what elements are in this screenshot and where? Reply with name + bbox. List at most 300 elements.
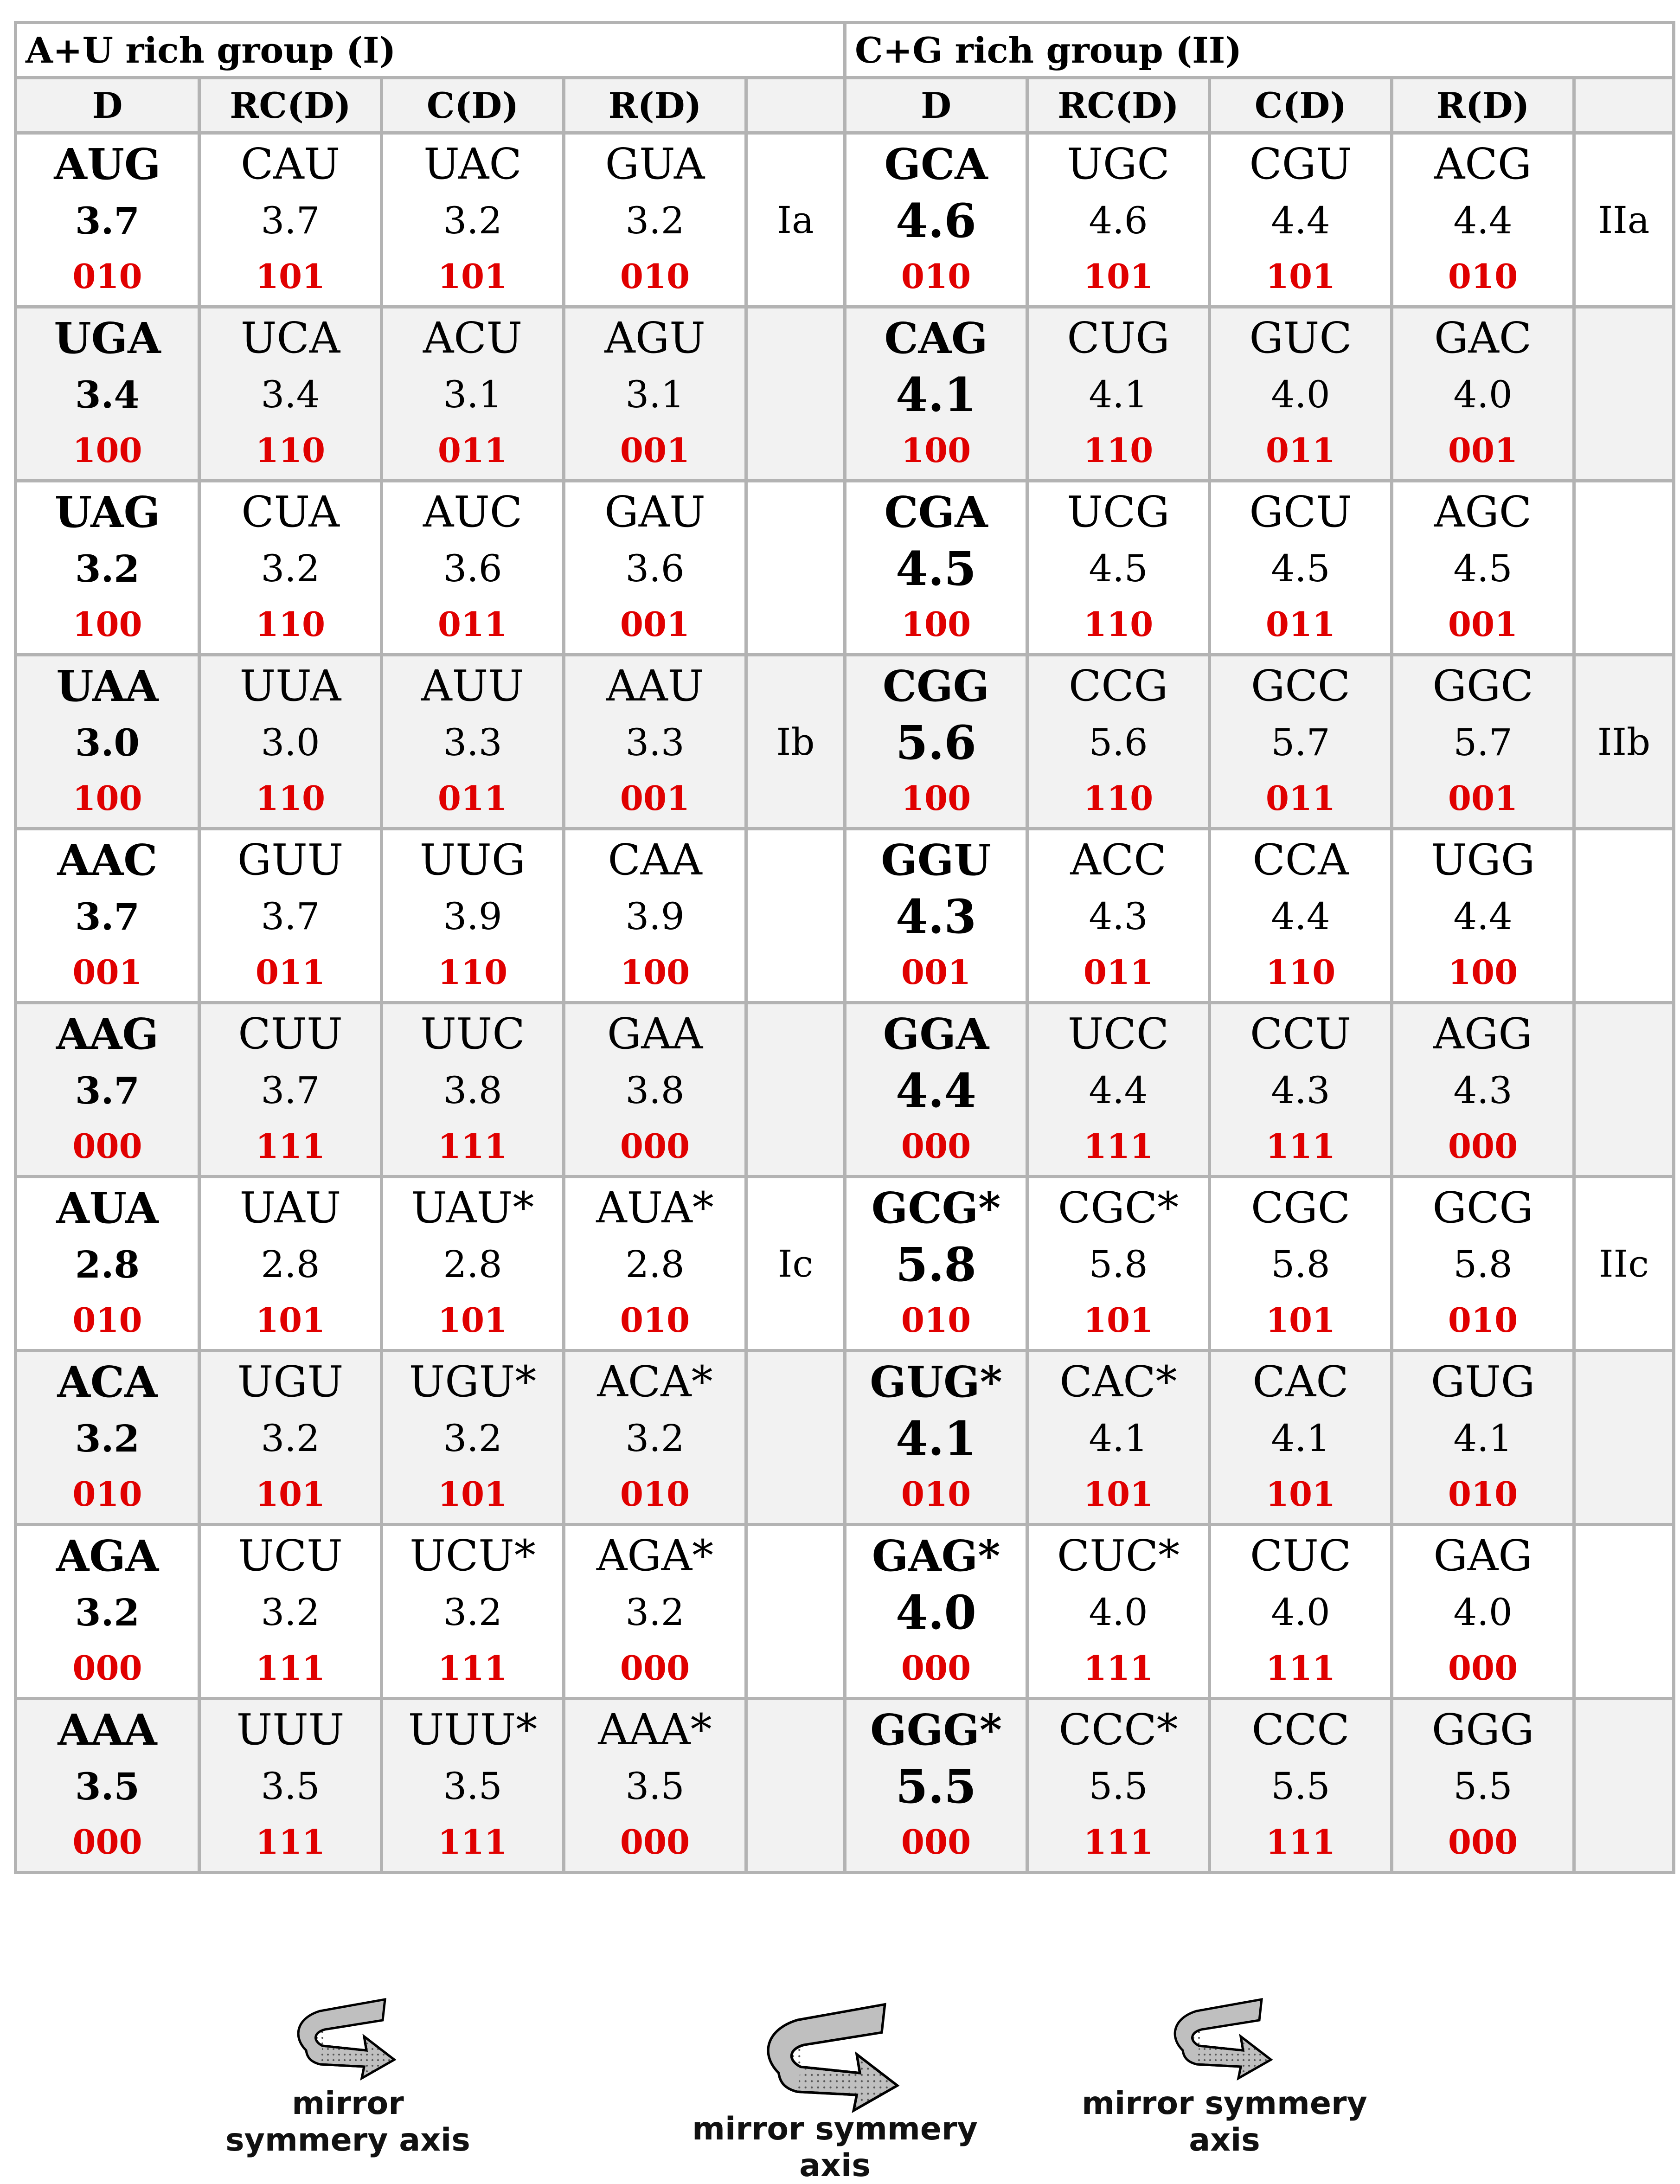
table-row bbox=[16, 1525, 1674, 1699]
binary-code: 010 bbox=[1448, 1474, 1518, 1514]
value: 3.5 bbox=[443, 1765, 502, 1808]
codon: GUC bbox=[1249, 313, 1352, 363]
codon-cell-right-r bbox=[1392, 133, 1574, 307]
binary-code: 111 bbox=[1265, 1126, 1336, 1166]
codon: CUC bbox=[1250, 1531, 1352, 1580]
codon: GGA bbox=[883, 1009, 989, 1059]
binary-code: 000 bbox=[901, 1648, 971, 1688]
codon-cell-right-rc bbox=[1027, 655, 1210, 829]
codon: ACG bbox=[1434, 139, 1532, 189]
codon: ACC bbox=[1070, 835, 1167, 885]
binary-code: 100 bbox=[901, 430, 971, 470]
codon: AAC bbox=[57, 835, 158, 885]
codon: GUA bbox=[605, 139, 705, 189]
binary-code: 111 bbox=[437, 1126, 508, 1166]
codon: CCU bbox=[1250, 1009, 1352, 1059]
codon-cell-left-d bbox=[16, 133, 199, 307]
codon-cell-right-c bbox=[1210, 829, 1392, 1003]
codon-cell-left-c bbox=[382, 1177, 564, 1351]
codon: AUG bbox=[54, 139, 161, 189]
group-header-row bbox=[16, 23, 1674, 78]
codon-cell-right-r bbox=[1392, 1351, 1574, 1525]
codon-cell-right-r bbox=[1392, 1699, 1574, 1873]
codon-cell-left-rc bbox=[199, 1003, 382, 1177]
subgroup-label-right: IIb bbox=[1574, 655, 1674, 829]
codon-cell-right-c bbox=[1210, 133, 1392, 307]
table-row bbox=[16, 481, 1674, 655]
codon: ACA* bbox=[597, 1357, 713, 1407]
subgroup-label-left bbox=[746, 1003, 845, 1177]
codon: GCU bbox=[1249, 487, 1352, 537]
codon: AAA bbox=[58, 1705, 157, 1755]
column-header-row bbox=[16, 78, 1674, 133]
codon: UGA bbox=[54, 313, 161, 363]
codon: GCC bbox=[1250, 661, 1351, 711]
codon-cell-left-d bbox=[16, 1003, 199, 1177]
value: 4.4 bbox=[1089, 1069, 1148, 1112]
table-row bbox=[16, 307, 1674, 481]
codon: AGG bbox=[1433, 1009, 1533, 1059]
codon: GAU bbox=[604, 487, 705, 537]
codon-cell-right-d bbox=[845, 307, 1027, 481]
subgroup-label-right bbox=[1574, 1003, 1674, 1177]
value: 3.6 bbox=[443, 547, 502, 590]
value: 2.8 bbox=[625, 1243, 685, 1286]
value: 5.8 bbox=[1271, 1243, 1330, 1286]
codon-cell-left-rc bbox=[199, 655, 382, 829]
binary-code: 111 bbox=[1083, 1648, 1154, 1688]
mirror-axis-1 bbox=[218, 1981, 478, 2158]
binary-code: 011 bbox=[437, 778, 508, 818]
codon-cell-right-c bbox=[1210, 1699, 1392, 1873]
col-header-d-right: D bbox=[845, 78, 1027, 133]
codon: AGC bbox=[1434, 487, 1532, 537]
codon-cell-left-r bbox=[564, 1003, 746, 1177]
codon: CGG bbox=[882, 661, 990, 711]
codon-cell-right-c bbox=[1210, 1351, 1392, 1525]
value: 2.8 bbox=[443, 1243, 502, 1286]
value: 5.5 bbox=[1271, 1765, 1330, 1808]
codon-cell-right-c bbox=[1210, 655, 1392, 829]
codon: CGC bbox=[1250, 1183, 1351, 1233]
codon: UUG bbox=[419, 835, 526, 885]
value: 4.3 bbox=[1089, 895, 1148, 938]
codon: CCC bbox=[1251, 1705, 1350, 1754]
value: 4.6 bbox=[1089, 199, 1148, 242]
codon-cell-right-rc bbox=[1027, 133, 1210, 307]
codon-cell-left-r bbox=[564, 1351, 746, 1525]
codon-cell-left-c bbox=[382, 1351, 564, 1525]
binary-code: 011 bbox=[437, 604, 508, 644]
value: 3.7 bbox=[261, 1069, 320, 1112]
codon-cell-right-rc bbox=[1027, 1177, 1210, 1351]
codon-cell-left-d bbox=[16, 307, 199, 481]
codon: CAC bbox=[1252, 1357, 1349, 1407]
value: 4.4 bbox=[1453, 895, 1513, 938]
codon-cell-left-c bbox=[382, 829, 564, 1003]
value: 3.9 bbox=[625, 895, 685, 938]
binary-code: 010 bbox=[620, 257, 690, 296]
codon-cell-left-d bbox=[16, 1177, 199, 1351]
codon-cell-left-rc bbox=[199, 1525, 382, 1699]
binary-code: 101 bbox=[1265, 1300, 1336, 1340]
subgroup-label-left: Ia bbox=[746, 133, 845, 307]
binary-code: 110 bbox=[255, 778, 326, 818]
binary-code: 101 bbox=[437, 1300, 508, 1340]
binary-code: 000 bbox=[1448, 1126, 1518, 1166]
codon-cell-right-d bbox=[845, 133, 1027, 307]
value: 3.1 bbox=[625, 373, 685, 416]
value: 3.0 bbox=[261, 721, 320, 764]
value: 4.1 bbox=[896, 1411, 977, 1466]
value: 4.1 bbox=[1089, 1417, 1148, 1460]
codon-cell-left-rc bbox=[199, 481, 382, 655]
codon-cell-left-d bbox=[16, 1351, 199, 1525]
codon: UCG bbox=[1067, 487, 1170, 537]
codon: AAU bbox=[606, 661, 704, 711]
subgroup-label-right bbox=[1574, 1699, 1674, 1873]
codon-cell-right-rc bbox=[1027, 829, 1210, 1003]
value: 3.2 bbox=[75, 1591, 140, 1634]
binary-code: 000 bbox=[620, 1648, 690, 1688]
binary-code: 010 bbox=[620, 1300, 690, 1340]
value: 4.3 bbox=[1271, 1069, 1330, 1112]
binary-code: 100 bbox=[72, 430, 142, 470]
codon: CAU bbox=[240, 139, 340, 189]
codon: UAC bbox=[423, 139, 522, 189]
value: 4.4 bbox=[896, 1063, 977, 1118]
value: 3.2 bbox=[75, 1417, 140, 1460]
subgroup-label-right bbox=[1574, 829, 1674, 1003]
subgroup-label-left: Ic bbox=[746, 1177, 845, 1351]
codon-cell-left-d bbox=[16, 829, 199, 1003]
codon: AGA bbox=[56, 1531, 159, 1581]
binary-code: 010 bbox=[620, 1474, 690, 1514]
codon-cell-right-d bbox=[845, 1525, 1027, 1699]
binary-code: 010 bbox=[901, 1474, 971, 1514]
codon-cell-left-c bbox=[382, 655, 564, 829]
codon: GGC bbox=[1432, 661, 1533, 711]
value: 3.4 bbox=[75, 373, 140, 417]
codon: UAU bbox=[239, 1183, 341, 1233]
codon-cell-right-rc bbox=[1027, 1699, 1210, 1873]
binary-code: 100 bbox=[901, 778, 971, 818]
binary-code: 100 bbox=[1448, 952, 1518, 992]
value: 3.5 bbox=[75, 1765, 140, 1808]
value: 4.4 bbox=[1453, 199, 1513, 242]
codon-cell-right-r bbox=[1392, 1525, 1574, 1699]
binary-code: 010 bbox=[72, 1300, 142, 1340]
value: 4.5 bbox=[1089, 547, 1148, 590]
codon: UCA bbox=[240, 313, 340, 363]
binary-code: 110 bbox=[255, 430, 326, 470]
codon: AUA bbox=[56, 1183, 159, 1233]
value: 3.7 bbox=[261, 199, 320, 242]
value: 5.7 bbox=[1271, 721, 1330, 764]
binary-code: 111 bbox=[1265, 1822, 1336, 1862]
value: 3.5 bbox=[261, 1765, 320, 1808]
binary-code: 011 bbox=[1265, 778, 1336, 818]
codon-cell-right-c bbox=[1210, 1525, 1392, 1699]
codon-cell-right-r bbox=[1392, 655, 1574, 829]
col-header-c-left: C(D) bbox=[382, 78, 564, 133]
subgroup-label-right bbox=[1574, 1525, 1674, 1699]
table-row bbox=[16, 1003, 1674, 1177]
value: 3.2 bbox=[625, 1417, 685, 1460]
value: 5.5 bbox=[896, 1759, 977, 1814]
codon: CCC* bbox=[1058, 1705, 1178, 1754]
binary-code: 111 bbox=[1083, 1126, 1154, 1166]
table-row bbox=[16, 1351, 1674, 1525]
value: 4.5 bbox=[1271, 547, 1330, 590]
value: 3.3 bbox=[443, 721, 502, 764]
codon-cell-right-rc bbox=[1027, 1525, 1210, 1699]
binary-code: 001 bbox=[1448, 778, 1518, 818]
value: 4.0 bbox=[1453, 1591, 1513, 1634]
value: 4.3 bbox=[1453, 1069, 1513, 1112]
col-header-label-right bbox=[1574, 78, 1674, 133]
mirror-axis-label-1: mirror symmery axis bbox=[225, 2085, 470, 2158]
codon: UAA bbox=[56, 661, 159, 711]
codon-cell-left-r bbox=[564, 1525, 746, 1699]
codon: CUG bbox=[1067, 313, 1170, 363]
binary-code: 001 bbox=[72, 952, 142, 992]
codon-cell-right-d bbox=[845, 655, 1027, 829]
binary-code: 100 bbox=[72, 778, 142, 818]
binary-code: 111 bbox=[437, 1822, 508, 1862]
value: 5.6 bbox=[1089, 721, 1148, 764]
value: 3.4 bbox=[261, 373, 320, 416]
subgroup-label-left bbox=[746, 829, 845, 1003]
value: 4.4 bbox=[1271, 895, 1330, 938]
binary-code: 101 bbox=[1265, 1474, 1336, 1514]
codon-cell-left-d bbox=[16, 481, 199, 655]
binary-code: 001 bbox=[620, 778, 690, 818]
subgroup-label-left bbox=[746, 1525, 845, 1699]
subgroup-label-right: IIc bbox=[1574, 1177, 1674, 1351]
binary-code: 001 bbox=[1448, 430, 1518, 470]
codon: UGC bbox=[1067, 139, 1170, 189]
value: 4.1 bbox=[1453, 1417, 1513, 1460]
codon-cell-right-c bbox=[1210, 1003, 1392, 1177]
value: 3.2 bbox=[443, 1417, 502, 1460]
binary-code: 101 bbox=[437, 257, 508, 296]
value: 2.8 bbox=[75, 1243, 140, 1286]
codon-cell-right-d bbox=[845, 1003, 1027, 1177]
codon: CAG bbox=[884, 313, 988, 363]
table-body bbox=[16, 133, 1674, 1873]
value: 5.8 bbox=[896, 1237, 977, 1292]
binary-code: 011 bbox=[1083, 952, 1154, 992]
codon: CUU bbox=[238, 1009, 343, 1059]
binary-code: 101 bbox=[1265, 257, 1336, 296]
col-header-r-right: R(D) bbox=[1392, 78, 1574, 133]
value: 3.2 bbox=[443, 1591, 502, 1634]
value: 4.0 bbox=[1271, 1591, 1330, 1634]
curved-arrow-icon bbox=[754, 1978, 916, 2118]
binary-code: 000 bbox=[72, 1822, 142, 1862]
codon-cell-right-c bbox=[1210, 1177, 1392, 1351]
codon-cell-left-d bbox=[16, 1699, 199, 1873]
binary-code: 010 bbox=[901, 1300, 971, 1340]
codon: GCG* bbox=[871, 1183, 1001, 1233]
subgroup-label-right bbox=[1574, 307, 1674, 481]
codon-cell-left-rc bbox=[199, 133, 382, 307]
col-header-r-left: R(D) bbox=[564, 78, 746, 133]
codon: CGC* bbox=[1058, 1183, 1179, 1233]
value: 3.7 bbox=[75, 199, 140, 243]
curved-arrow-icon bbox=[1164, 1981, 1285, 2083]
codon: AUA* bbox=[596, 1183, 714, 1233]
codon-cell-left-c bbox=[382, 1003, 564, 1177]
group-title-left: A+U rich group (I) bbox=[16, 23, 845, 78]
codon-cell-left-rc bbox=[199, 1351, 382, 1525]
subgroup-label-left bbox=[746, 1351, 845, 1525]
col-header-d-left: D bbox=[16, 78, 199, 133]
binary-code: 001 bbox=[620, 430, 690, 470]
codon-cell-left-r bbox=[564, 481, 746, 655]
codon-cell-left-c bbox=[382, 133, 564, 307]
codon-cell-left-d bbox=[16, 655, 199, 829]
value: 3.7 bbox=[75, 895, 140, 938]
value: 3.2 bbox=[261, 1591, 320, 1634]
codon-cell-left-rc bbox=[199, 1177, 382, 1351]
codon: AAG bbox=[56, 1009, 159, 1059]
codon-cell-right-c bbox=[1210, 481, 1392, 655]
codon-cell-left-r bbox=[564, 1177, 746, 1351]
col-header-rc-left: RC(D) bbox=[199, 78, 382, 133]
binary-code: 111 bbox=[255, 1822, 326, 1862]
codon: CGU bbox=[1249, 139, 1352, 189]
binary-code: 101 bbox=[255, 1300, 326, 1340]
codon: UCU* bbox=[410, 1531, 536, 1580]
binary-code: 101 bbox=[1083, 257, 1154, 296]
codon-cell-left-c bbox=[382, 1699, 564, 1873]
codon: GAG* bbox=[872, 1531, 1000, 1581]
value: 5.6 bbox=[896, 715, 977, 770]
value: 4.0 bbox=[1271, 373, 1330, 416]
col-header-c-right: C(D) bbox=[1210, 78, 1392, 133]
subgroup-label-right: IIa bbox=[1574, 133, 1674, 307]
codon: CUC* bbox=[1057, 1531, 1180, 1580]
value: 3.2 bbox=[75, 547, 140, 591]
value: 3.3 bbox=[625, 721, 685, 764]
binary-code: 010 bbox=[1448, 257, 1518, 296]
codon: UAU* bbox=[411, 1183, 534, 1233]
codon: ACA bbox=[57, 1357, 158, 1407]
codon: CCA bbox=[1252, 835, 1349, 885]
codon-cell-right-rc bbox=[1027, 481, 1210, 655]
value: 3.2 bbox=[261, 547, 320, 590]
value: 4.4 bbox=[1271, 199, 1330, 242]
binary-code: 011 bbox=[1265, 430, 1336, 470]
codon: GGU bbox=[881, 835, 991, 885]
codon-cell-left-rc bbox=[199, 1699, 382, 1873]
binary-code: 010 bbox=[72, 257, 142, 296]
value: 4.1 bbox=[1089, 373, 1148, 416]
binary-code: 110 bbox=[1083, 430, 1154, 470]
value: 4.5 bbox=[896, 541, 977, 596]
codon-cell-right-d bbox=[845, 1699, 1027, 1873]
codon: ACU bbox=[423, 313, 523, 363]
codon: GUG* bbox=[870, 1357, 1002, 1407]
group-title-right: C+G rich group (II) bbox=[845, 23, 1674, 78]
subgroup-label-left bbox=[746, 307, 845, 481]
binary-code: 110 bbox=[255, 604, 326, 644]
codon: UGU* bbox=[409, 1357, 537, 1407]
table-row bbox=[16, 655, 1674, 829]
value: 5.7 bbox=[1453, 721, 1513, 764]
value: 4.0 bbox=[896, 1585, 977, 1640]
codon-cell-left-r bbox=[564, 829, 746, 1003]
value: 4.1 bbox=[1271, 1417, 1330, 1460]
codon: AGA* bbox=[596, 1531, 714, 1580]
value: 4.3 bbox=[896, 889, 977, 944]
subgroup-label-left bbox=[746, 1699, 845, 1873]
codon: UUU bbox=[236, 1705, 345, 1754]
codon-cell-left-rc bbox=[199, 307, 382, 481]
codon: CAC* bbox=[1059, 1357, 1177, 1407]
codon: UCU bbox=[238, 1531, 343, 1580]
codon-cell-left-rc bbox=[199, 829, 382, 1003]
value: 4.0 bbox=[1453, 373, 1513, 416]
binary-code: 000 bbox=[1448, 1648, 1518, 1688]
codon-cell-right-r bbox=[1392, 829, 1574, 1003]
binary-code: 110 bbox=[1265, 952, 1336, 992]
codon-cell-left-c bbox=[382, 1525, 564, 1699]
binary-code: 111 bbox=[255, 1648, 326, 1688]
value: 3.8 bbox=[443, 1069, 502, 1112]
value: 4.1 bbox=[896, 367, 977, 422]
value: 3.6 bbox=[625, 547, 685, 590]
value: 3.2 bbox=[625, 199, 685, 242]
binary-code: 101 bbox=[1083, 1300, 1154, 1340]
value: 3.5 bbox=[625, 1765, 685, 1808]
binary-code: 000 bbox=[72, 1648, 142, 1688]
codon: GAA bbox=[607, 1009, 703, 1059]
codon: GGG* bbox=[870, 1705, 1002, 1755]
codon: GAG bbox=[1433, 1531, 1533, 1580]
codon-cell-right-r bbox=[1392, 1177, 1574, 1351]
codon: UUU* bbox=[408, 1705, 538, 1754]
codon: AGU bbox=[604, 313, 705, 363]
codon: AUU bbox=[421, 661, 524, 711]
codon-cell-left-c bbox=[382, 481, 564, 655]
value: 3.0 bbox=[75, 721, 140, 764]
binary-code: 011 bbox=[1265, 604, 1336, 644]
binary-code: 110 bbox=[1083, 604, 1154, 644]
binary-code: 101 bbox=[437, 1474, 508, 1514]
curved-arrow-icon bbox=[288, 1981, 408, 2083]
codon-cell-left-r bbox=[564, 133, 746, 307]
value: 4.5 bbox=[1453, 547, 1513, 590]
codon: GGG bbox=[1431, 1705, 1534, 1754]
codon: UAG bbox=[54, 487, 160, 537]
col-header-rc-right: RC(D) bbox=[1027, 78, 1210, 133]
binary-code: 111 bbox=[1265, 1648, 1336, 1688]
binary-code: 000 bbox=[901, 1822, 971, 1862]
binary-code: 100 bbox=[72, 604, 142, 644]
binary-code: 101 bbox=[255, 257, 326, 296]
binary-code: 000 bbox=[901, 1126, 971, 1166]
codon: GUG bbox=[1430, 1357, 1535, 1407]
binary-code: 011 bbox=[437, 430, 508, 470]
subgroup-label-right bbox=[1574, 481, 1674, 655]
mirror-axis-label-3: mirror symmery axis bbox=[1082, 2085, 1367, 2158]
codon: UGG bbox=[1430, 835, 1535, 885]
codon-cell-right-c bbox=[1210, 307, 1392, 481]
codon-cell-left-c bbox=[382, 307, 564, 481]
